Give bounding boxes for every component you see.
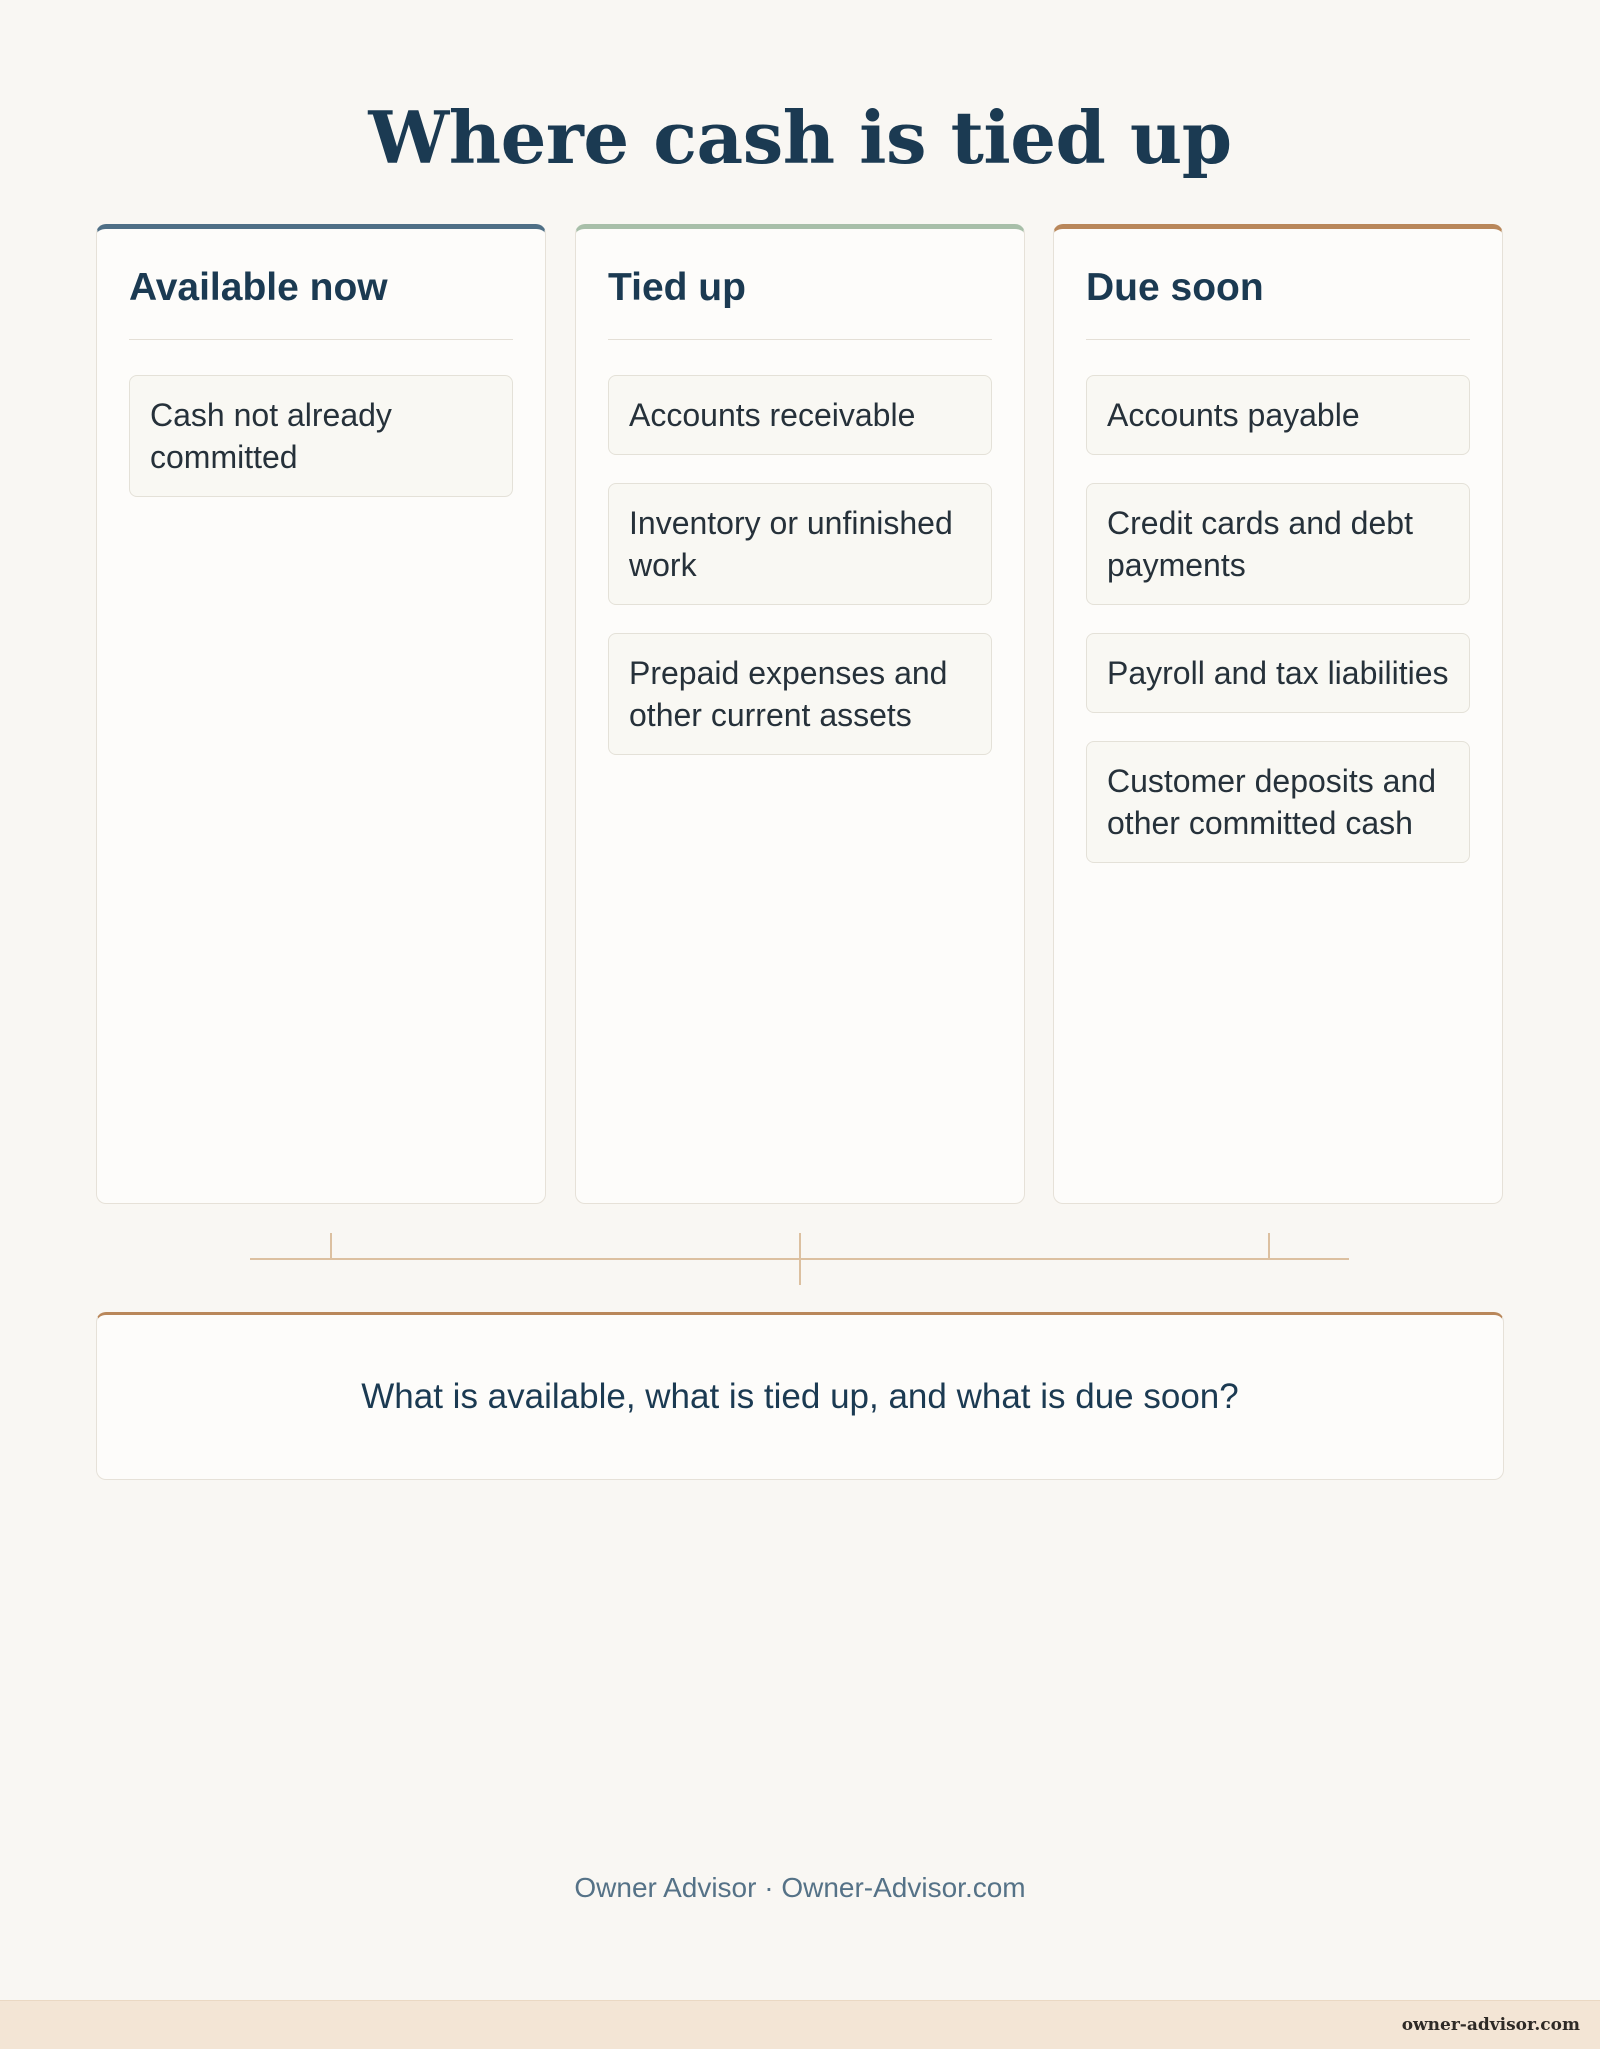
list-item: Prepaid expenses and other current assets (608, 633, 992, 755)
column-heading: Due soon (1086, 263, 1470, 340)
page-title: Where cash is tied up (368, 95, 1232, 180)
item-list (608, 375, 992, 755)
bottom-bar (0, 2000, 1600, 2049)
column-available-now (96, 224, 546, 1204)
item-list (129, 375, 513, 497)
list-item: Accounts payable (1086, 375, 1470, 455)
column-tied-up (575, 224, 1025, 1204)
list-item: Credit cards and debt payments (1086, 483, 1470, 605)
list-item: Payroll and tax liabilities (1086, 633, 1470, 713)
column-due-soon (1053, 224, 1503, 1204)
question-box (96, 1312, 1504, 1480)
column-heading: Available now (129, 263, 513, 340)
list-item: Cash not already committed (129, 375, 513, 497)
list-item: Accounts receivable (608, 375, 992, 455)
question-text: What is available, what is tied up, and what is due soon? (361, 1377, 1239, 1416)
footer-credit: Owner Advisor · Owner-Advisor.com (574, 1872, 1026, 1903)
watermark: owner-advisor.com (1401, 2015, 1580, 2035)
list-item: Customer deposits and other committed cash (1086, 741, 1470, 863)
item-list (1086, 375, 1470, 863)
list-item: Inventory or unfinished work (608, 483, 992, 605)
connector-bracket (0, 1225, 1600, 1285)
column-heading: Tied up (608, 263, 992, 340)
